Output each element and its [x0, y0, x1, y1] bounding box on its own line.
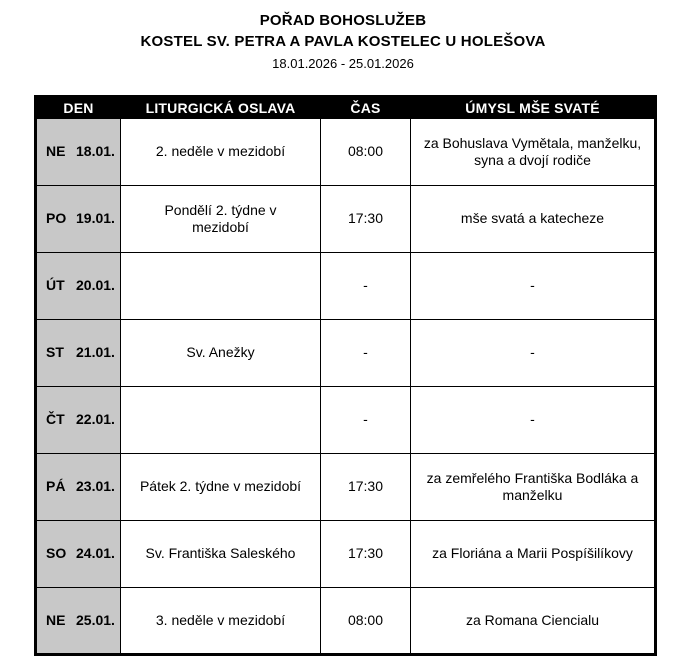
day-cell — [36, 186, 121, 253]
day-cell — [36, 454, 121, 521]
table-row — [36, 186, 656, 253]
day-abbr: ST — [46, 344, 64, 361]
church-name: KOSTEL SV. PETRA A PAVLA KOSTELEC U HOLEŠOVA — [140, 33, 546, 50]
intention-cell: za Bohuslava Vymětala, manželku, syna a dvojí rodiče — [411, 119, 656, 186]
time-cell: 17:30 — [321, 454, 411, 521]
day-cell — [36, 320, 121, 387]
table-row — [36, 588, 656, 655]
intention-cell: - — [411, 253, 656, 320]
celebration-cell: Sv. Františka Saleského — [121, 521, 321, 588]
time-cell: 17:30 — [321, 521, 411, 588]
day-abbr: PO — [46, 210, 67, 227]
day-cell — [36, 521, 121, 588]
day-date: 21.01. — [76, 344, 115, 361]
day-abbr: ČT — [46, 411, 65, 428]
day-cell — [36, 119, 121, 186]
intention-cell: mše svatá a katecheze — [411, 186, 656, 253]
day-date: 18.01. — [76, 143, 115, 160]
intention-cell: za zemřelého Františka Bodláka a manželku — [411, 454, 656, 521]
day-date: 24.01. — [76, 545, 115, 562]
day-date: 20.01. — [76, 277, 115, 294]
table-row — [36, 253, 656, 320]
intention-cell: za Floriána a Marii Pospíšilíkovy — [411, 521, 656, 588]
page-title: POŘAD BOHOSLUŽEB — [259, 12, 427, 29]
day-abbr: ÚT — [46, 277, 65, 294]
time-cell: - — [321, 320, 411, 387]
time-cell: - — [321, 253, 411, 320]
day-date: 23.01. — [76, 478, 115, 495]
time-cell: 08:00 — [321, 119, 411, 186]
intention-cell: - — [411, 320, 656, 387]
column-header-intention: ÚMYSL MŠE SVATÉ — [411, 97, 656, 119]
celebration-cell: 3. neděle v mezidobí — [121, 588, 321, 655]
time-cell: 08:00 — [321, 588, 411, 655]
day-cell — [36, 387, 121, 454]
date-range: 18.01.2026 - 25.01.2026 — [272, 56, 414, 71]
celebration-cell: Pátek 2. týdne v mezidobí — [121, 454, 321, 521]
day-cell — [36, 588, 121, 655]
day-abbr: NE — [46, 143, 66, 160]
intention-cell: za Romana Ciencialu — [411, 588, 656, 655]
celebration-cell: 2. neděle v mezidobí — [121, 119, 321, 186]
column-header-celebration: LITURGICKÁ OSLAVA — [121, 97, 321, 119]
celebration-cell — [121, 253, 321, 320]
celebration-cell: Sv. Anežky — [121, 320, 321, 387]
celebration-cell — [121, 387, 321, 454]
intention-cell: - — [411, 387, 656, 454]
schedule-table — [34, 95, 657, 656]
day-cell — [36, 253, 121, 320]
table-row — [36, 119, 656, 186]
table-header-row — [36, 97, 656, 119]
day-abbr: PÁ — [46, 478, 66, 495]
day-abbr: NE — [46, 611, 66, 628]
celebration-cell: Pondělí 2. týdne v mezidobí — [121, 186, 321, 253]
table-row — [36, 521, 656, 588]
table-row — [36, 387, 656, 454]
column-header-day: DEN — [36, 97, 121, 119]
table-row — [36, 320, 656, 387]
document-header — [0, 0, 686, 71]
day-date: 25.01. — [76, 611, 115, 628]
table-row — [36, 454, 656, 521]
day-abbr: SO — [46, 545, 67, 562]
day-date: 22.01. — [76, 411, 115, 428]
column-header-time: ČAS — [321, 97, 411, 119]
day-date: 19.01. — [76, 210, 115, 227]
time-cell: - — [321, 387, 411, 454]
time-cell: 17:30 — [321, 186, 411, 253]
